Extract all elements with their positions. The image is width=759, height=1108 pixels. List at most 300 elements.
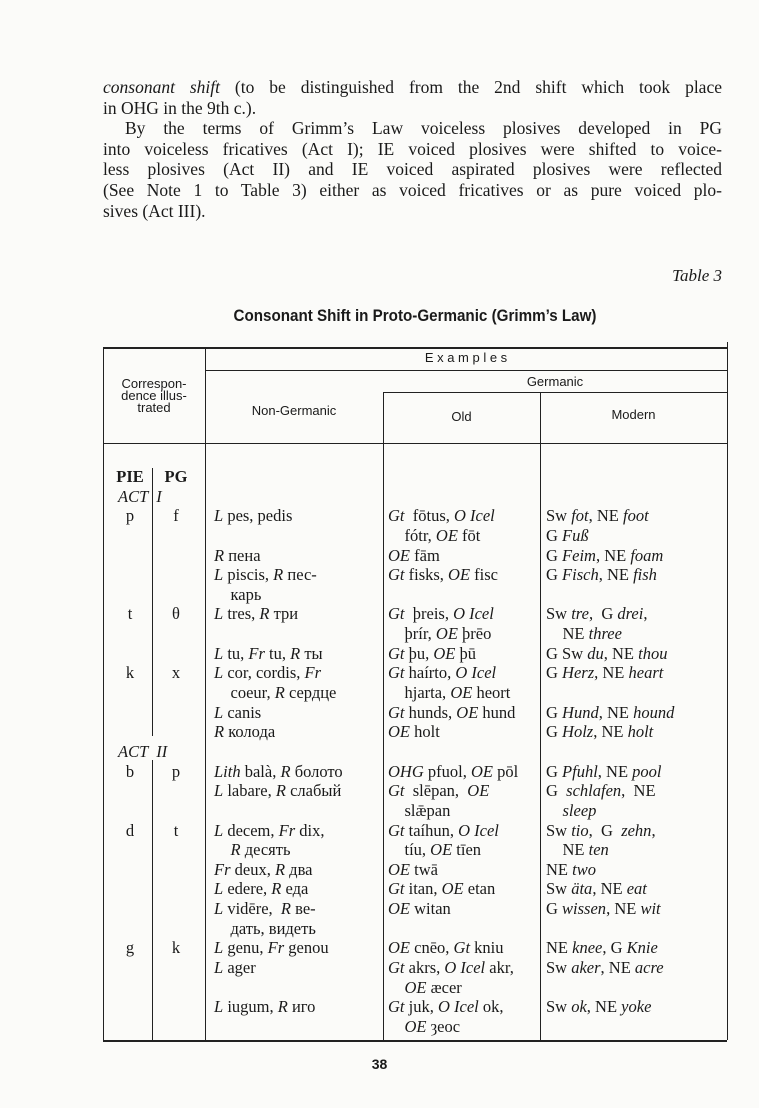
header-non-germanic: Non-Germanic <box>251 403 337 418</box>
old-germanic-cell <box>388 604 494 624</box>
text-segment: äta <box>571 879 593 899</box>
text-segment: less plosives (Act II) and IE voiced aspirated plosives were reflected <box>103 159 722 180</box>
text-segment: schlafen <box>566 781 622 801</box>
text-segment: Fr <box>267 938 285 958</box>
modern-germanic-cell <box>546 762 662 782</box>
text-segment: pōl <box>492 761 519 781</box>
text-segment: R <box>290 643 301 663</box>
pie-cell <box>112 762 148 782</box>
old-germanic-cell <box>388 722 440 742</box>
text-segment: , NE <box>621 781 656 801</box>
text-segment: OE <box>435 624 458 644</box>
text-segment <box>214 840 231 859</box>
table-row <box>0 879 759 899</box>
text-segment: иго <box>287 997 316 1017</box>
old-germanic-cell <box>388 644 476 664</box>
text-segment: OE <box>470 761 493 781</box>
text-segment: ве- <box>291 899 316 919</box>
table-row <box>0 997 759 1017</box>
text-segment: OE <box>388 545 410 565</box>
text-segment: R <box>214 545 225 565</box>
text-segment: L <box>214 938 224 958</box>
text-segment: G Sw <box>546 643 588 663</box>
page-number: 38 <box>371 1056 388 1072</box>
text-segment: Gt <box>388 820 405 840</box>
pie-cell <box>112 506 148 526</box>
text-segment: kniu <box>470 938 504 958</box>
text-segment: L <box>214 506 224 526</box>
text-segment: Gt <box>388 997 405 1017</box>
text-segment: Gt <box>388 663 405 683</box>
text-segment: R <box>214 722 225 742</box>
text-segment: pes, pedis <box>223 506 293 526</box>
non-germanic-cell <box>214 546 261 566</box>
table-row <box>0 604 759 624</box>
pie-cell <box>112 663 148 683</box>
text-segment: два <box>285 859 313 879</box>
paragraph-line <box>103 98 722 118</box>
text-segment: ten <box>588 840 609 860</box>
old-germanic-cell <box>388 840 481 860</box>
text-segment: NE <box>546 624 589 644</box>
non-germanic-cell <box>214 565 317 585</box>
text-segment: akrs, <box>404 958 445 977</box>
text-segment: þu, <box>404 643 434 663</box>
text-segment: Holz <box>562 722 594 742</box>
table-row <box>0 801 759 821</box>
old-germanic-cell <box>388 1017 460 1037</box>
text-segment: R <box>274 683 285 703</box>
text-segment: cor, cordis, <box>223 663 305 683</box>
text-segment: decem, <box>223 820 279 840</box>
old-germanic-cell <box>388 546 440 566</box>
text-segment: болото <box>290 761 343 781</box>
non-germanic-cell <box>214 840 291 860</box>
pg-cell <box>156 467 196 487</box>
text-segment: hound <box>633 702 675 722</box>
text-segment: , G <box>602 938 627 958</box>
text-segment: x <box>171 663 181 683</box>
text-segment: Hund <box>562 702 599 722</box>
text-segment: slēpan, <box>404 781 468 801</box>
old-germanic-cell <box>388 781 489 801</box>
text-segment: OE <box>404 977 427 997</box>
text-segment: holt <box>627 722 654 742</box>
text-segment <box>388 1017 405 1036</box>
modern-germanic-cell <box>546 879 647 899</box>
old-germanic-cell <box>388 506 495 526</box>
text-segment: aker <box>571 958 601 977</box>
non-germanic-cell <box>214 899 316 919</box>
text-segment: R <box>275 781 286 801</box>
text-segment: G <box>546 722 563 742</box>
text-segment: Fr <box>278 820 296 840</box>
text-segment: O Icel <box>455 663 497 683</box>
text-segment: , NE <box>595 545 631 565</box>
text-segment: three <box>588 624 622 644</box>
text-segment: wissen <box>562 899 607 919</box>
header-correspondence: Correspon- dence illus- trated <box>121 376 187 415</box>
text-segment: Fuß <box>562 525 589 545</box>
text-segment <box>388 978 405 997</box>
modern-germanic-cell <box>546 624 622 644</box>
old-germanic-cell <box>388 938 504 958</box>
table-row <box>0 585 759 605</box>
text-segment: b <box>125 761 135 781</box>
text-segment: heort <box>472 683 511 703</box>
modern-germanic-cell <box>546 546 663 566</box>
paragraph-line <box>103 159 722 179</box>
text-segment: O Icel <box>444 958 486 977</box>
text-segment <box>546 801 563 820</box>
text-segment: R <box>277 997 288 1017</box>
table-row <box>0 840 759 860</box>
table-row <box>0 722 759 742</box>
text-segment: foot <box>623 506 649 526</box>
table-row <box>0 958 759 978</box>
table-row <box>0 860 759 880</box>
paragraph-line <box>103 180 722 200</box>
text-segment: , NE <box>588 506 624 526</box>
text-segment: wit <box>640 899 661 919</box>
text-segment: drei <box>617 604 644 624</box>
text-segment: þrēo <box>457 624 492 644</box>
text-segment: hund <box>478 702 516 722</box>
text-segment: fish <box>633 565 657 585</box>
text-segment: NE <box>546 840 589 860</box>
text-segment: OE <box>435 525 458 545</box>
text-segment: þū <box>455 643 476 663</box>
text-segment: deux, <box>230 859 275 879</box>
old-germanic-cell <box>388 624 491 644</box>
header-examples: E x a m p l e s <box>424 350 508 365</box>
text-segment: t <box>127 604 133 624</box>
text-segment: tíu, <box>388 840 431 860</box>
text-segment: g <box>125 938 135 958</box>
text-segment: p <box>171 761 181 781</box>
text-segment: ȝeoc <box>426 1016 461 1036</box>
text-segment: OE <box>441 879 464 899</box>
modern-germanic-cell <box>546 644 667 664</box>
text-segment: tre <box>571 604 589 624</box>
text-segment: θ <box>172 604 180 624</box>
paragraph-line <box>103 118 722 138</box>
text-segment: R <box>273 565 284 585</box>
modern-germanic-cell <box>546 997 651 1017</box>
text-segment: , NE <box>586 997 622 1017</box>
table-row <box>0 644 759 664</box>
text-segment: OE <box>448 565 471 585</box>
text-segment: þreis, <box>404 604 454 624</box>
text-segment: fōt <box>457 525 481 545</box>
old-germanic-cell <box>388 683 510 703</box>
text-segment: Knie <box>626 938 658 958</box>
text-segment: R <box>259 604 270 624</box>
text-segment: cnēo, <box>410 938 454 958</box>
text-segment: Sw <box>546 958 572 977</box>
non-germanic-cell <box>214 683 336 703</box>
text-segment: knee <box>572 938 603 958</box>
table-row <box>0 703 759 723</box>
text-segment: Sw <box>546 879 572 899</box>
text-segment: OE <box>388 859 410 879</box>
pie-cell <box>112 821 148 841</box>
non-germanic-cell <box>214 821 324 841</box>
text-segment: L <box>214 958 224 977</box>
paragraph-line <box>103 77 722 97</box>
text-segment: two <box>572 859 596 879</box>
text-segment: Herz <box>562 663 595 683</box>
text-segment: f <box>173 506 179 526</box>
text-segment: t <box>173 820 179 840</box>
old-germanic-cell <box>388 899 451 919</box>
pg-cell <box>156 821 196 841</box>
pie-cell <box>112 938 148 958</box>
text-segment: into voiceless fricatives (Act I); IE voiced plosives were shifted to voice- <box>103 138 722 159</box>
header-modern: Modern <box>611 407 656 422</box>
table-row <box>0 663 759 683</box>
text-segment: holt <box>410 722 440 742</box>
text-segment: OE <box>433 643 456 663</box>
text-segment: Gt <box>388 565 405 585</box>
text-segment: Gt <box>388 506 405 526</box>
text-segment: OHG <box>388 761 424 781</box>
text-segment: in OHG in the 9th c.). <box>103 97 257 118</box>
text-segment: G <box>546 545 563 565</box>
text-segment: , NE <box>600 958 635 977</box>
text-segment: heart <box>628 663 664 683</box>
text-segment: L <box>214 604 224 624</box>
examples-rule <box>205 370 727 371</box>
text-segment: pool <box>632 761 662 781</box>
text-segment: G <box>546 899 563 919</box>
text-segment: yoke <box>621 997 652 1017</box>
text-segment: L <box>214 643 224 663</box>
table-top-rule <box>103 347 727 349</box>
text-segment: Fr <box>304 663 322 683</box>
text-segment: Pfuhl <box>562 761 598 781</box>
text-segment: Feim <box>562 545 596 565</box>
non-germanic-cell <box>214 762 343 782</box>
modern-germanic-cell <box>546 860 596 880</box>
pg-cell <box>156 762 196 782</box>
text-segment: L <box>214 899 224 919</box>
text-segment: Sw <box>546 997 572 1017</box>
text-segment: OE <box>467 781 490 801</box>
modern-germanic-cell <box>546 840 609 860</box>
header-germanic: Germanic <box>526 374 584 389</box>
text-segment: колода <box>224 722 276 742</box>
modern-germanic-cell <box>546 506 649 526</box>
text-segment: дать, видеть <box>214 918 316 938</box>
text-segment: piscis, <box>223 565 274 585</box>
text-segment: canis <box>223 702 262 722</box>
text-segment: zehn <box>621 820 652 840</box>
text-segment: ager <box>223 958 256 977</box>
text-segment: pfuol, <box>423 761 471 781</box>
text-segment: , NE <box>598 702 634 722</box>
text-segment: sives (Act III). <box>103 200 206 221</box>
modern-germanic-cell <box>546 565 657 585</box>
text-segment: , NE <box>593 722 628 742</box>
pie-cell <box>112 604 148 624</box>
non-germanic-cell <box>214 879 308 899</box>
old-germanic-cell <box>388 762 518 782</box>
text-segment: balà, <box>240 761 281 781</box>
text-segment: PIE <box>116 467 144 486</box>
text-segment: L <box>214 820 224 840</box>
text-segment: карь <box>214 584 262 604</box>
text-segment: ACT I <box>118 486 162 506</box>
old-germanic-cell <box>388 997 504 1017</box>
pie-cell <box>112 467 148 487</box>
non-germanic-cell <box>214 958 256 978</box>
modern-germanic-cell <box>546 722 653 742</box>
paragraph-line <box>103 201 722 221</box>
text-segment: G <box>546 702 563 722</box>
text-segment: R <box>274 859 286 879</box>
text-segment: taíhun, <box>404 820 459 840</box>
text-segment: , G <box>588 820 622 840</box>
act-label <box>118 487 162 507</box>
table-row <box>0 762 759 782</box>
text-segment: twā <box>410 859 438 879</box>
text-segment: eat <box>626 879 647 899</box>
text-segment: слабый <box>285 781 342 801</box>
text-segment: O Icel <box>454 506 495 526</box>
header-old: Old <box>451 409 472 424</box>
old-germanic-cell <box>388 801 450 821</box>
table-number: Table 3 <box>672 266 722 285</box>
text-segment: tīen <box>452 840 482 860</box>
modern-germanic-cell <box>546 938 658 958</box>
text-segment: fisc <box>470 565 498 585</box>
text-segment: iugum, <box>223 997 278 1017</box>
act-label <box>118 742 167 762</box>
text-segment: , G <box>588 604 618 624</box>
text-segment: L <box>214 781 224 801</box>
table-row <box>0 546 759 566</box>
text-segment: , <box>651 820 656 840</box>
text-segment: haírto, <box>404 663 456 683</box>
modern-germanic-cell <box>546 899 661 919</box>
text-segment: Sw <box>546 604 572 624</box>
header-bottom-rule <box>103 443 727 444</box>
text-segment: PG <box>164 467 188 486</box>
non-germanic-cell <box>214 663 321 683</box>
text-segment: , NE <box>598 565 634 585</box>
text-segment: fōtus, <box>404 506 454 526</box>
text-segment: ok <box>571 997 587 1017</box>
table-row <box>0 938 759 958</box>
table-row <box>0 781 759 801</box>
text-segment: три <box>269 604 299 624</box>
text-segment: fótr, <box>388 525 436 545</box>
text-segment: k <box>125 663 135 683</box>
text-segment: tio <box>571 820 589 840</box>
text-segment: G <box>546 565 563 585</box>
text-segment: fisks, <box>404 565 449 585</box>
text-segment: еда <box>281 879 309 899</box>
non-germanic-cell <box>214 722 275 742</box>
text-segment: Gt <box>388 958 405 977</box>
text-segment: coeur, <box>214 683 275 703</box>
modern-germanic-cell <box>546 526 589 546</box>
old-germanic-cell <box>388 703 515 723</box>
text-segment: G <box>546 761 563 781</box>
non-germanic-cell <box>214 703 261 723</box>
germanic-rule <box>383 392 727 393</box>
text-segment: R <box>280 899 292 919</box>
text-segment: labare, <box>223 781 276 801</box>
text-segment: G <box>546 525 563 545</box>
table-row <box>0 821 759 841</box>
text-segment: (to be distinguished from the 2nd shift which took place <box>220 77 722 97</box>
text-segment: sleep <box>562 800 597 820</box>
text-segment: O Icel <box>453 604 494 624</box>
text-segment: consonant shift <box>103 77 220 97</box>
modern-germanic-cell <box>546 604 647 624</box>
pg-cell <box>156 938 196 958</box>
table-row <box>0 899 759 919</box>
modern-germanic-cell <box>546 703 674 723</box>
text-segment: hjarta, <box>388 683 451 703</box>
text-segment: d <box>125 820 135 840</box>
text-segment: By the terms of Grimm’s Law voiceless plosives developed in PG <box>125 118 722 139</box>
text-segment: OE <box>404 1016 427 1036</box>
table-caption: Consonant Shift in Proto-Germanic (Grimm’s Law) <box>233 307 597 325</box>
text-segment: Sw <box>546 820 572 840</box>
text-segment: OE <box>430 840 453 860</box>
text-segment: O Icel <box>458 820 499 840</box>
text-segment: þrír, <box>388 624 436 644</box>
text-segment: slǣpan <box>388 800 451 820</box>
non-germanic-cell <box>214 938 329 958</box>
text-segment: десять <box>240 840 291 860</box>
table-row <box>0 565 759 585</box>
table-row <box>0 919 759 939</box>
text-segment: (See Note 1 to Table 3) either as voiced fricatives or as pure voiced plo- <box>103 180 722 200</box>
text-segment: vidēre, <box>223 899 281 919</box>
non-germanic-cell <box>214 585 261 605</box>
text-segment: , <box>643 604 648 624</box>
text-segment: k <box>171 938 181 958</box>
text-segment: Gt <box>388 604 405 624</box>
text-segment: ACT II <box>118 741 168 761</box>
non-germanic-cell <box>214 860 312 880</box>
pg-cell <box>156 604 196 624</box>
text-segment: NE <box>546 859 573 879</box>
table-row <box>0 487 759 507</box>
modern-germanic-cell <box>546 801 596 821</box>
text-segment: Fisch <box>562 565 599 585</box>
text-segment: G <box>546 663 563 683</box>
text-segment: Gt <box>388 781 405 801</box>
non-germanic-cell <box>214 997 315 1017</box>
text-segment: , NE <box>606 899 641 919</box>
text-segment: OE <box>450 683 473 703</box>
pg-cell <box>156 663 196 683</box>
text-segment: Gt <box>388 879 405 899</box>
text-segment: du <box>587 643 604 663</box>
text-segment: , NE <box>594 663 629 683</box>
text-segment: ты <box>300 643 323 663</box>
text-segment: , NE <box>597 761 633 781</box>
text-segment: tu, <box>223 643 249 663</box>
text-segment: Gt <box>453 938 471 958</box>
text-segment: itan, <box>404 879 442 899</box>
non-germanic-cell <box>214 781 341 801</box>
